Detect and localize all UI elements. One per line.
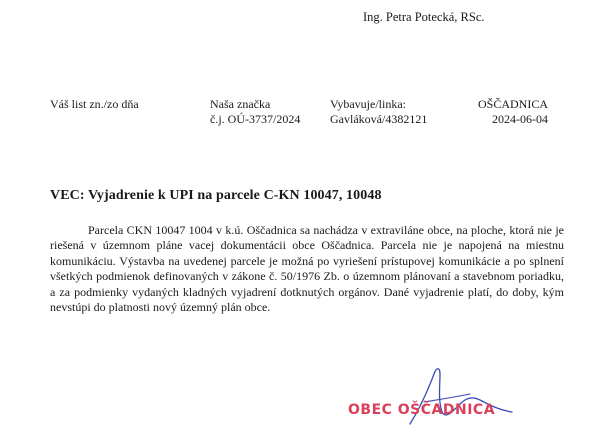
body-paragraph: Parcela CKN 10047 1004 v k.ú. Oščadnica sa nachádza v extraviláne obce, na ploche, ktorá nie je riešená v územnom pláne vacej dokumentácii obce Oščadnica. Parcela nie je napojená na miestnu komunikáciu. Výstavba na uvedenej parcele je možná po vyriešení prístupovej komunikácie a po splnení všetkých podmienok definovaných v zákone č. 50/1976 Zb. o územnom plánovaní a stavebnom poriadku, a za podmienky vydaných kladných vyjadrení dotknutých orgánov. Dané vyjadrenie platí, do doby, kým nevstúpi do platnosti nový územný plán obce. bbox=[50, 223, 564, 315]
our-reference bbox=[210, 97, 300, 127]
our-reference-label: Naša značka bbox=[210, 97, 271, 111]
our-reference-value: č.j. OÚ-3737/2024 bbox=[210, 112, 301, 126]
place-name: OŠČADNICA bbox=[478, 97, 549, 111]
addressee: Ing. Petra Potecká, RSc. bbox=[363, 10, 485, 24]
letter-date: 2024-06-04 bbox=[492, 112, 549, 126]
handled-by bbox=[330, 97, 427, 127]
your-letter-label: Váš list zn./zo dňa bbox=[50, 97, 139, 111]
handled-by-label: Vybavuje/linka: bbox=[330, 97, 406, 111]
subject-line: VEC: Vyjadrenie k UPI na parcele C-KN 10047, 10048 bbox=[50, 188, 382, 203]
official-stamp: OBEC OŠČADNICA bbox=[348, 402, 496, 418]
place-date bbox=[478, 97, 548, 127]
handled-by-value: Gavláková/4382121 bbox=[330, 112, 428, 126]
